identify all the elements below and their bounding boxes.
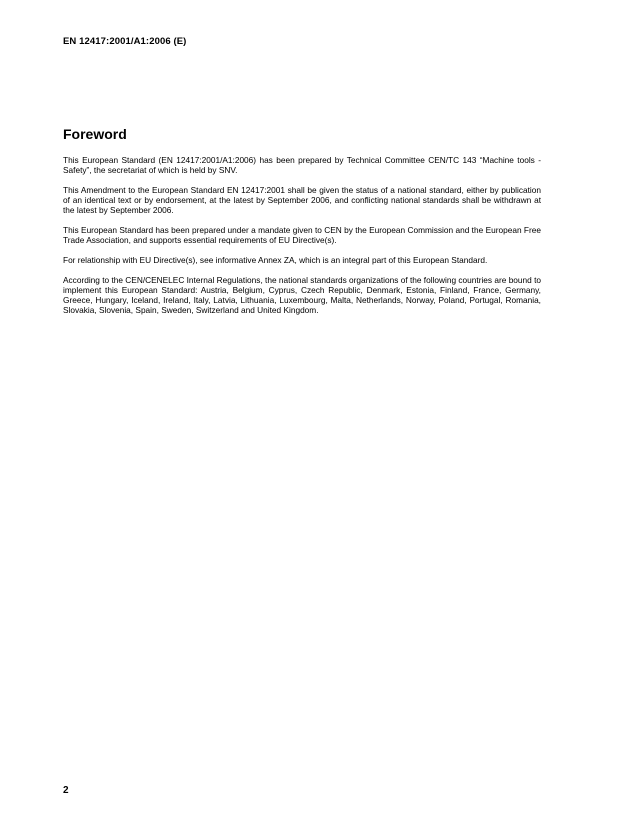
foreword-paragraph-prepared-by: This European Standard (EN 12417:2001/A1:2006) has been prepared by Technical Committee CEN/TC 143 “Machine tools - Safety”, the secretariat of which is held by SNV. bbox=[63, 155, 541, 175]
document-header: EN 12417:2001/A1:2006 (E) bbox=[63, 36, 187, 47]
page-number: 2 bbox=[63, 785, 69, 796]
foreword-paragraph-amendment-status: This Amendment to the European Standard EN 12417:2001 shall be given the status of a national standard, either by publication of an identical text or by endorsement, at the latest by September 2006, and conflicting national standards shall be withdrawn at the latest by September 2006. bbox=[63, 185, 541, 215]
foreword-paragraph-eu-directive: For relationship with EU Directive(s), see informative Annex ZA, which is an integral part of this European Standard. bbox=[63, 255, 488, 265]
foreword-heading: Foreword bbox=[63, 126, 127, 142]
foreword-paragraph-mandate: This European Standard has been prepared under a mandate given to CEN by the European Commission and the European Free Trade Association, and supports essential requirements of EU Directive(s). bbox=[63, 225, 541, 245]
foreword-paragraph-implementing-countries: According to the CEN/CENELEC Internal Regulations, the national standards organizations of the following countries are bound to implement this European Standard: Austria, Belgium, Cyprus, Czech Republic, Denmark, Estonia, Finland, France, Germany, Greece, Hungary, Iceland, Ireland, Italy, Latvia, Lithuania, Luxembourg, Malta, Netherlands, Norway, Poland, Portugal, Romania, Slovakia, Slovenia, Spain, Sweden, Switzerland and United Kingdom. bbox=[63, 275, 541, 315]
foreword-body bbox=[63, 155, 541, 325]
